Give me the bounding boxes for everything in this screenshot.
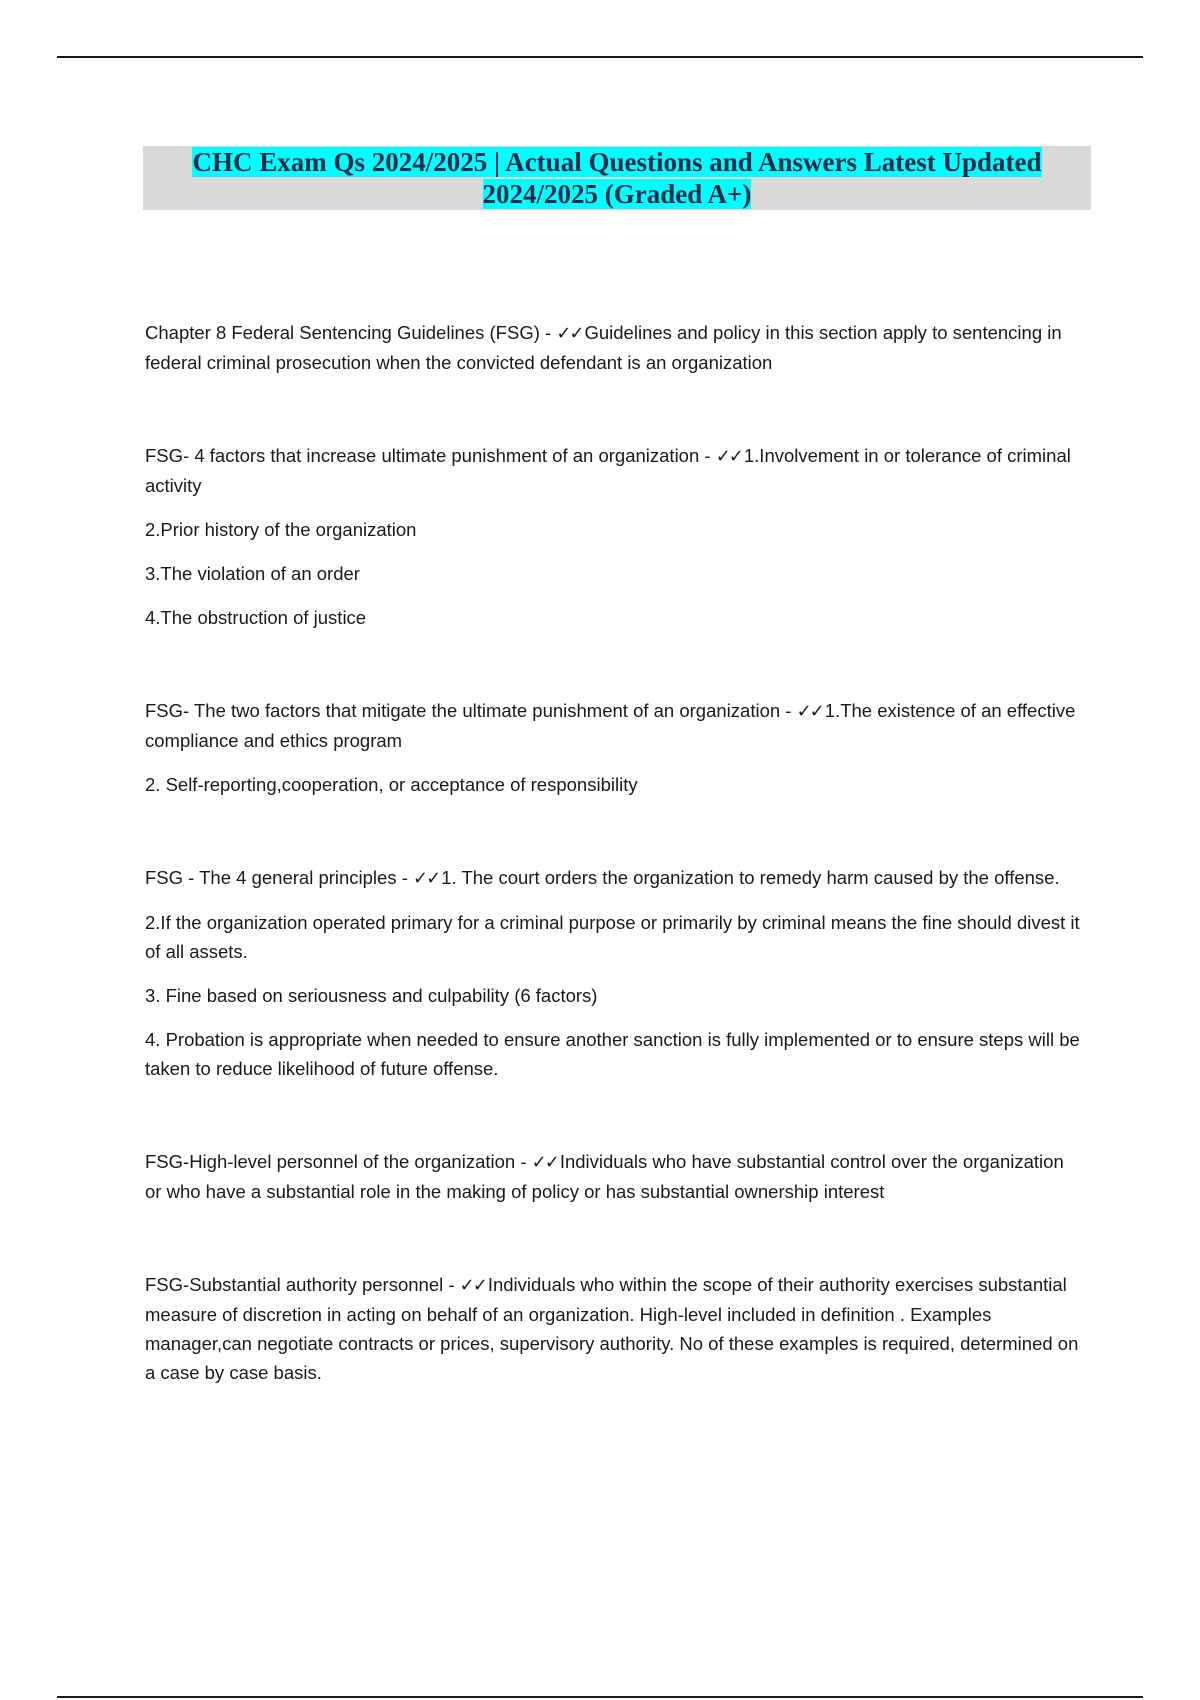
qa-question-answer <box>145 696 1085 755</box>
answer-item: 3.The violation of an order <box>145 563 360 584</box>
qa-item <box>145 863 1085 1083</box>
answer-item: 2.Prior history of the organization <box>145 519 417 540</box>
answer-item: 4. Probation is appropriate when needed to ensure another sanction is fully implemented or to ensure steps will be taken to reduce likelihood of future offense. <box>145 1029 1080 1079</box>
answer-text: Individuals who have substantial control over the organization or who have a substantial role in the making of policy or has substantial ownership interest <box>145 1151 1064 1202</box>
answer-item: 2. Self-reporting,cooperation, or acceptance of responsibility <box>145 774 638 795</box>
question-text: FSG-High-level personnel of the organization - <box>145 1151 532 1172</box>
qa-question-answer <box>145 1147 1085 1206</box>
answer-text: 1.The existence of an effective compliance and ethics program <box>145 700 1076 751</box>
question-text: FSG - The 4 general principles - <box>145 867 414 888</box>
qa-item <box>145 441 1085 632</box>
double-check-icon: ✓✓ <box>459 1275 486 1296</box>
double-check-icon: ✓✓ <box>796 701 823 722</box>
answer-item: 3. Fine based on seriousness and culpability (6 factors) <box>145 985 598 1006</box>
double-check-icon: ✓✓ <box>413 868 440 889</box>
double-check-icon: ✓✓ <box>531 1152 558 1173</box>
answer-text: Individuals who within the scope of their authority exercises substantial measure of discretion in acting on behalf of an organization. High-level included in definition . Examples manager,can negotiate contracts or prices, supervisory authority. No of these examples is required, determined on a case by case basis. <box>145 1274 1079 1383</box>
qa-item <box>145 318 1085 377</box>
title-line-2: 2024/2025 (Graded A+) <box>482 179 752 209</box>
qa-list <box>145 318 1085 1451</box>
top-rule <box>57 56 1143 58</box>
qa-item <box>145 696 1085 799</box>
answer-text: Guidelines and policy in this section apply to sentencing in federal criminal prosecution when the convicted defendant is an organization <box>145 322 1062 373</box>
double-check-icon: ✓✓ <box>556 323 583 344</box>
double-check-icon: ✓✓ <box>715 446 742 467</box>
question-text: FSG- The two factors that mitigate the ultimate punishment of an organization - <box>145 700 797 721</box>
qa-question-answer <box>145 441 1085 500</box>
qa-question-answer <box>145 318 1085 377</box>
qa-item <box>145 1270 1085 1387</box>
answer-item: 4.The obstruction of justice <box>145 607 367 628</box>
document-title <box>143 146 1091 210</box>
document-title-box <box>143 146 1091 210</box>
qa-question-answer <box>145 863 1085 893</box>
qa-question-answer <box>145 1270 1085 1387</box>
answer-text: 1. The court orders the organization to remedy harm caused by the offense. <box>441 867 1060 888</box>
question-text: Chapter 8 Federal Sentencing Guidelines (FSG) - <box>145 322 557 343</box>
bottom-rule <box>57 1696 1143 1698</box>
title-line-1: CHC Exam Qs 2024/2025 | Actual Questions and Answers Latest Updated <box>192 147 1042 177</box>
question-text: FSG-Substantial authority personnel - <box>145 1274 460 1295</box>
answer-item: 2.If the organization operated primary for a criminal purpose or primarily by criminal means the fine should divest it of all assets. <box>145 912 1080 962</box>
question-text: FSG- 4 factors that increase ultimate punishment of an organization - <box>145 445 716 466</box>
qa-item <box>145 1147 1085 1206</box>
answer-text: 1.Involvement in or tolerance of criminal activity <box>145 445 1071 496</box>
